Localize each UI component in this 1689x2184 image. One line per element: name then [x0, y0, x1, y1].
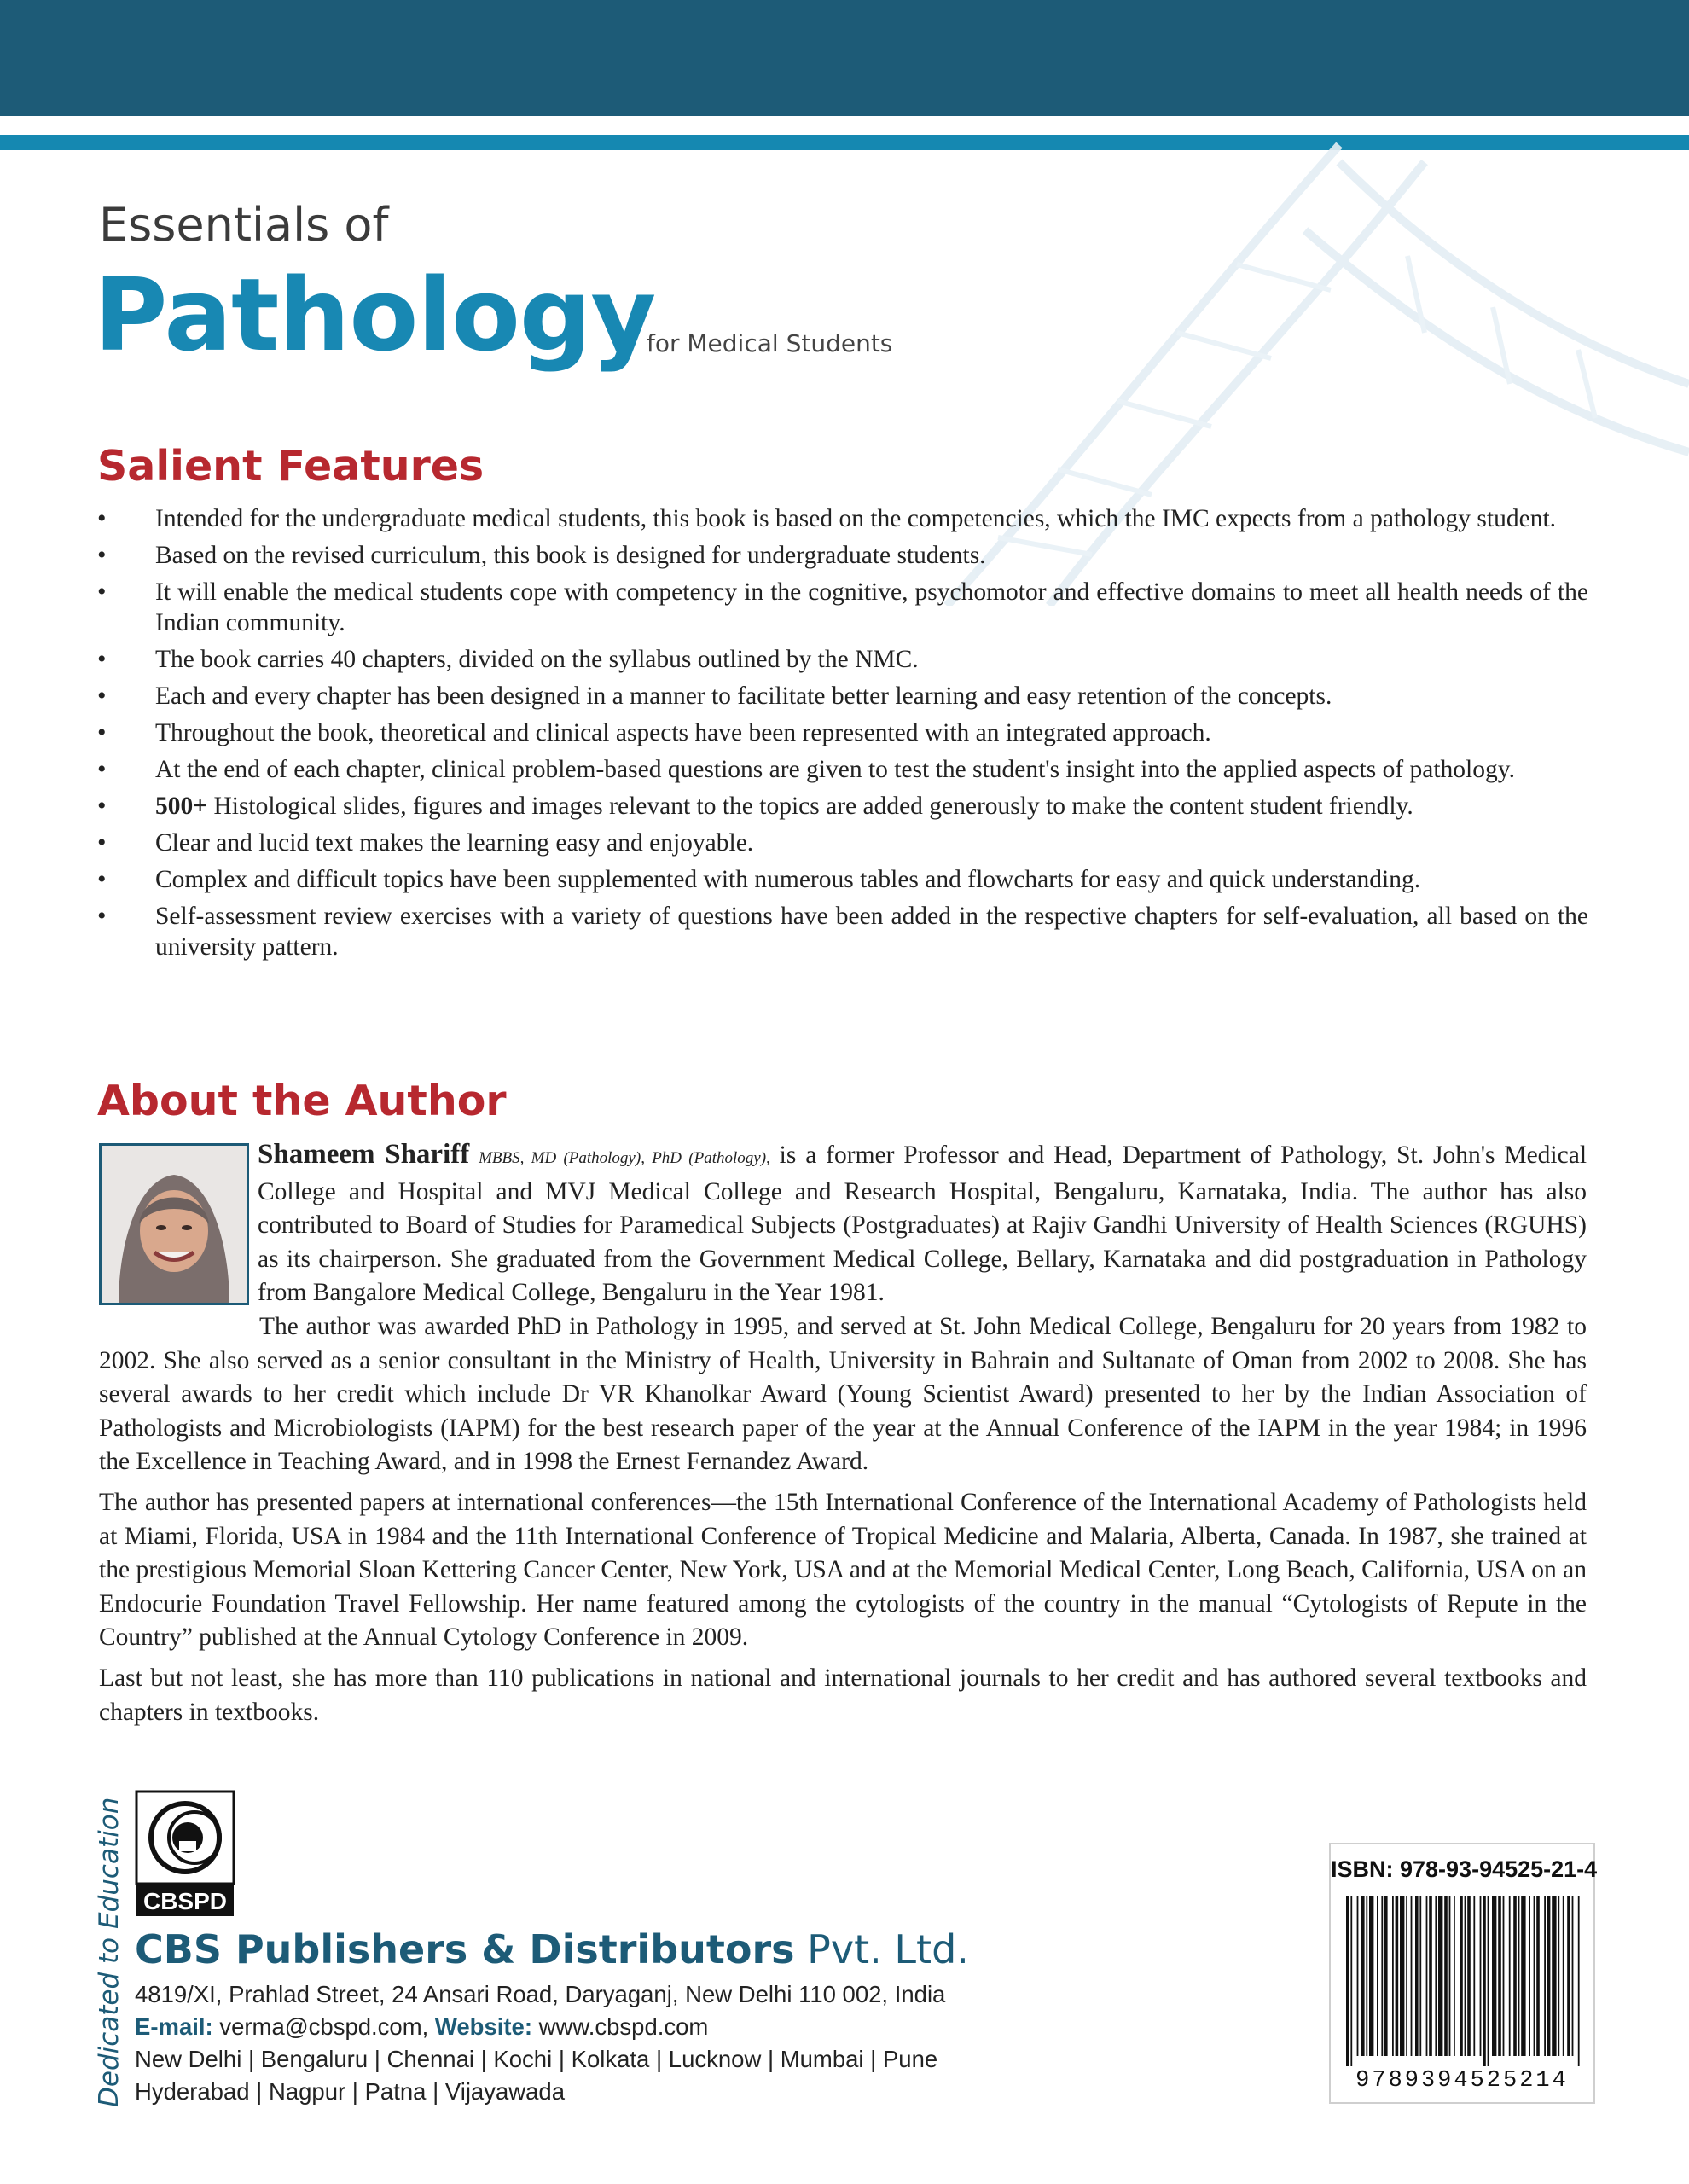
- barcode-bar: [1435, 1896, 1437, 2056]
- author-bio-paragraph-4: Last but not least, she has more than 110 publications in national and international journals to her credit and has authored several textbooks and chapters in textbooks.: [99, 1664, 1587, 1726]
- publisher-name-bold: CBS Publishers & Distributors: [135, 1926, 795, 1972]
- barcode-bar: [1419, 1896, 1421, 2056]
- author-bio-paragraph-1: [258, 1138, 1587, 1310]
- barcode-bar: [1392, 1896, 1394, 2056]
- barcode-bar: [1406, 1896, 1408, 2056]
- barcode-bar: [1480, 1896, 1482, 2056]
- barcode-bar: [1454, 1896, 1455, 2056]
- barcode-bar: [1558, 1896, 1559, 2056]
- title-essentials-of: Essentials of: [99, 198, 389, 252]
- barcode-bar: [1529, 1896, 1530, 2056]
- barcode-bar: [1518, 1896, 1520, 2056]
- publisher-cities-line-2: Hyderabad | Nagpur | Patna | Vijayawada: [135, 2078, 566, 2105]
- barcode-bar: [1563, 1896, 1564, 2056]
- barcode-bar: [1544, 1896, 1546, 2056]
- barcode-bar: [1483, 1896, 1486, 2066]
- publisher-name-suffix: Pvt. Ltd.: [794, 1926, 969, 1972]
- barcode-bar: [1473, 1896, 1475, 2056]
- website-label: Website:: [434, 2013, 533, 2040]
- barcode-bar: [1415, 1896, 1419, 2056]
- author-name: Shameem Shariff: [258, 1139, 470, 1170]
- barcode-bar: [1498, 1896, 1501, 2056]
- feature-item: • Complex and difficult topics have been supplemented with numerous tables and flowcharts for easy and quick understanding.: [94, 864, 1588, 895]
- isbn-barcode-box: [1329, 1843, 1598, 2104]
- email-label: E-mail:: [135, 2013, 213, 2040]
- author-bio-paragraph-3: The author has presented papers at international conferences—the 15th International Conference of the International Academy of Pathologists held at Miami, Florida, USA in 1984 and the 11th International Conference of Tropical Medicine and Malaria, Alberta, Canada. In 1987, she trained at the prestigious Memorial Sloan Kettering Cancer Center, New York, USA and at the Memorial Medical Center, Long Beach, California, USA on an Endocurie Foundation Travel Fellowship. Her name featured among the cytologists of the country in the manual “Cytologists of Repute in the Country” published at the Annual Cytology Conference in 2009.: [99, 1489, 1587, 1651]
- barcode-bar: [1488, 1896, 1489, 2066]
- feature-item: • Each and every chapter has been designed in a manner to facilitate better learning and easy retention of the concepts.: [94, 681, 1588, 712]
- barcode-bar: [1377, 1896, 1378, 2056]
- dedicated-to-education-text: Dedicated to Education: [94, 1797, 125, 2107]
- feature-item: • Clear and lucid text makes the learning easy and enjoyable.: [94, 828, 1588, 858]
- publisher-cities-line-1: New Delhi | Bengaluru | Chennai | Kochi | Kolkata | Lucknow | Mumbai | Pune: [135, 2046, 938, 2072]
- barcode-bar: [1513, 1896, 1517, 2056]
- logo-text: CBSPD: [142, 1888, 228, 1914]
- feature-item-text: Histological slides, figures and images relevant to the topics are added generously to make the content student friendly.: [213, 793, 1413, 820]
- barcode-bar: [1467, 1896, 1471, 2056]
- publisher-address: 4819/XI, Prahlad Street, 24 Ansari Road, Daryaganj, New Delhi 110 002, India: [135, 1981, 946, 2007]
- barcode-bar: [1426, 1896, 1428, 2056]
- barcode-bar: [1460, 1896, 1463, 2056]
- author-bio-paragraph-2: The author was awarded PhD in Pathology in 1995, and served at St. John Medical College, Bengaluru for 20 years from 1982 to 2002. She also served as a senior consultant in the Ministry of Health, University in Bahrain and Sultanate of Oman from 2002 to 2008. She has several awards to her credit which include Dr VR Khanolkar Award (Young Scientist Award) presented to her by the Indian Association of Pathologists and Microbiologists (IAPM) for the best research paper of the year at the Annual Conference of the IAPM in the year 1984; in 1996 the Excellence in Teaching Award, and in 1998 the Ernest Fernandez Award.: [99, 1313, 1587, 1475]
- barcode-bar: [1552, 1896, 1556, 2056]
- barcode-bar: [1572, 1896, 1574, 2056]
- author-photo: [99, 1143, 249, 1305]
- feature-item: • Based on the revised curriculum, this book is designed for undergraduate students.: [94, 540, 1588, 571]
- barcode-bar: [1357, 1896, 1359, 2056]
- isbn-barcode-digits: 9789394525214: [1355, 2068, 1569, 2094]
- barcode-bar: [1536, 1896, 1540, 2056]
- title-pathology: Pathology: [94, 256, 656, 374]
- barcode-bar: [1346, 1896, 1349, 2066]
- feature-item: • The book carries 40 chapters, divided on the syllabus outlined by the NMC.: [94, 644, 1588, 675]
- top-color-band: [0, 0, 1689, 116]
- barcode-bar: [1534, 1896, 1535, 2056]
- barcode-bar: [1411, 1896, 1413, 2056]
- feature-item: • It will enable the medical students cope with competency in the cognitive, psychomotor and effective domains to meet all health needs of the Indian community.: [94, 577, 1588, 638]
- author-bio-text: is a former Professor and Head, Department of Pathology, St. John's Medical College and Hospital and MVJ Medical College and Research Hospital, Bengaluru, Karnataka, India. The author has also contributed to Board of Studies for Paramedical Subjects (Postgraduates) at Rajiv Gandhi University of Health Sciences (RGUHS) as its chairperson. She graduated from the Government Medical College, Bellary, Karnataka and did postgraduation in Pathology from Bangalore Medical College, Bengaluru in the Year 1981.: [258, 1141, 1587, 1306]
- salient-features-list: [94, 503, 1588, 968]
- publisher-name: [135, 1926, 969, 1972]
- barcode-bar: [1492, 1896, 1496, 2056]
- feature-count-bold: 500+: [155, 793, 208, 820]
- salient-features-heading: Salient Features: [97, 442, 485, 491]
- barcode-bar: [1384, 1896, 1388, 2056]
- barcode-bar: [1578, 1896, 1580, 2066]
- barcode-bar: [1438, 1896, 1442, 2056]
- feature-item: • Throughout the book, theoretical and clinical aspects have been represented with an integrated approach.: [94, 717, 1588, 748]
- barcode-bar: [1396, 1896, 1399, 2056]
- about-author-heading: About the Author: [97, 1077, 507, 1125]
- barcode-bar: [1369, 1896, 1373, 2056]
- feature-item: • At the end of each chapter, clinical problem-based questions are given to test the student's insight into the applied aspects of pathology.: [94, 754, 1588, 785]
- barcode-bar: [1381, 1896, 1383, 2056]
- barcode-bar: [1350, 1896, 1352, 2066]
- author-qualifications: MBBS, MD (Pathology), PhD (Pathology),: [479, 1149, 770, 1167]
- barcode-bar: [1465, 1896, 1466, 2056]
- email-value: verma@cbspd.com,: [212, 2013, 435, 2040]
- feature-item: [94, 791, 1588, 822]
- barcode-bar: [1509, 1896, 1511, 2056]
- barcode-bar: [1366, 1896, 1367, 2056]
- website-value: www.cbspd.com: [532, 2013, 709, 2040]
- barcode-bar: [1429, 1896, 1432, 2056]
- title-subtitle: for Medical Students: [647, 329, 893, 357]
- barcode-bar: [1400, 1896, 1404, 2056]
- barcode-bar: [1503, 1896, 1505, 2056]
- isbn-barcode: [1343, 1896, 1585, 2066]
- barcode-bar: [1444, 1896, 1448, 2056]
- publisher-contact: [135, 2013, 708, 2041]
- feature-item: • Intended for the undergraduate medical students, this book is based on the competencies, which the IMC expects from a pathology student.: [94, 503, 1588, 534]
- cbspd-logo: [135, 1790, 235, 1918]
- barcode-bar: [1449, 1896, 1451, 2056]
- isbn-label: ISBN: 978-93-94525-21-4: [1331, 1856, 1598, 1882]
- barcode-bar: [1521, 1896, 1525, 2056]
- barcode-bar: [1567, 1896, 1570, 2056]
- barcode-bar: [1547, 1896, 1551, 2056]
- barcode-bar: [1361, 1896, 1365, 2056]
- feature-item: • Self-assessment review exercises with a variety of questions have been added in the respective chapters for self-evaluation, all based on the university pattern.: [94, 901, 1588, 962]
